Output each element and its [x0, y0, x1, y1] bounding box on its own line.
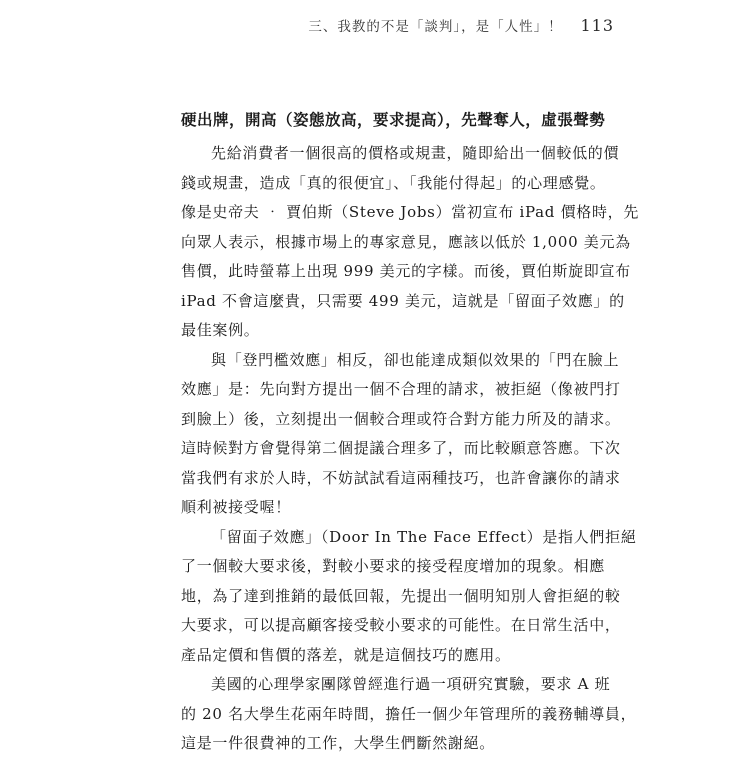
- text-line: 的 20 名大學生花兩年時間，擔任一個少年管理所的義務輔導員，: [181, 704, 637, 723]
- body-text: [181, 105, 640, 759]
- section-heading: 硬出牌，開高（姿態放高，要求提高），先聲奪人，虛張聲勢: [181, 110, 606, 129]
- text-line: iPad 不會這麼貴，只需要 499 美元，這就是「留面子效應」的: [181, 291, 625, 310]
- text-line: 地，為了達到推銷的最低回報，先提出一個明知別人會拒絕的較: [181, 586, 621, 605]
- text-line: 產品定價和售價的落差，就是這個技巧的應用。: [181, 645, 511, 664]
- text-line: 向眾人表示，根據市場上的專家意見，應該以低於 1,000 美元為: [181, 232, 631, 251]
- text-line: 「留面子效應」（Door In The Face Effect）是指人們拒絕: [211, 527, 637, 546]
- chapter-title: 三、我教的不是「談判」，是「人性」！: [308, 19, 563, 35]
- text-line: 這是一件很費神的工作，大學生們斷然謝絕。: [181, 734, 496, 752]
- text-line: 像是史帝夫 ‧ 賈伯斯（Steve Jobs）當初宣布 iPad 價格時，先: [181, 203, 640, 221]
- text-line: 到臉上）後，立刻提出一個較合理或符合對方能力所及的請求。: [181, 409, 621, 428]
- text-line: 與「登門檻效應」相反，卻也能達成類似效果的「門在臉上: [211, 350, 620, 369]
- page-number: 113: [580, 16, 614, 35]
- text-line: 當我們有求於人時，不妨試試看這兩種技巧，也許會讓你的請求: [181, 468, 621, 487]
- text-line: 售價，此時螢幕上出現 999 美元的字樣。而後，賈伯斯旋即宣布: [181, 262, 631, 280]
- running-header: [308, 15, 614, 35]
- text-line: 美國的心理學家團隊曾經進行過一項研究實驗，要求 A 班: [211, 675, 611, 693]
- text-line: 最佳案例。: [181, 321, 260, 339]
- text-line: 這時候對方會覺得第二個提議合理多了，而比較願意答應。下次: [181, 439, 621, 457]
- text-line: 了一個較大要求後，對較小要求的接受程度增加的現象。相應: [181, 557, 605, 575]
- text-line: 錢或規畫，造成「真的很便宜」、「我能付得起」的心理感覺。: [181, 173, 606, 192]
- text-line: 順利被接受喔！: [181, 498, 291, 516]
- text-line: 效應」是：先向對方提出一個不合理的請求，被拒絕（像被門打: [181, 380, 621, 398]
- paragraph: [181, 523, 637, 671]
- text-line: 大要求，可以提高顧客接受較小要求的可能性。在日常生活中，: [181, 616, 621, 634]
- text-line: 先給消費者一個很高的價格或規畫，隨即給出一個較低的價: [211, 144, 620, 162]
- paragraph: [181, 670, 637, 759]
- paragraph: [181, 346, 621, 523]
- paragraph: [181, 139, 640, 346]
